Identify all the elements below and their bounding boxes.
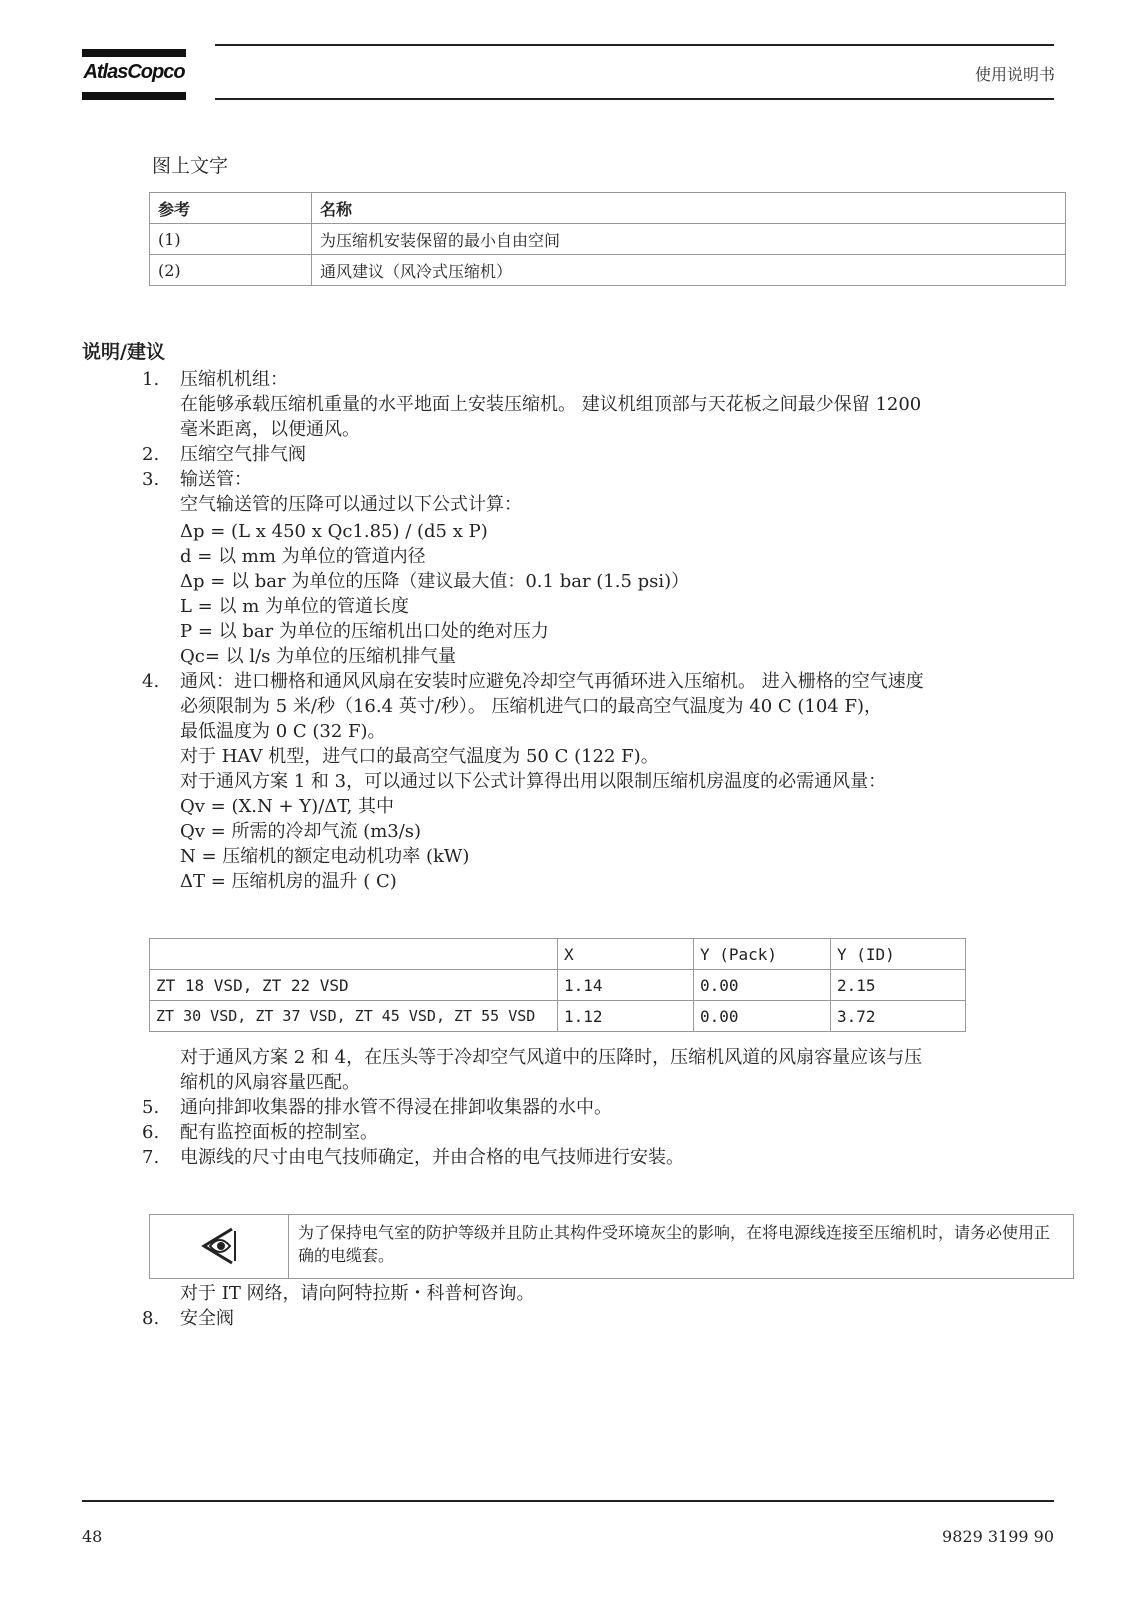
item-text: 对于通风方案 1 和 3，可以通过以下公式计算得出用以限制压缩机房温度的必需通风量： (180, 771, 887, 792)
legend-table (149, 192, 1066, 286)
header-cell (150, 939, 558, 970)
item-text: 通风：进口栅格和通风风扇在安装时应避免冷却空气再循环进入压缩机。 进入栅格的空气速度 (180, 671, 924, 692)
item-text: 对于 HAV 机型，进气口的最高空气温度为 50 C (122 F)。 (180, 746, 659, 767)
list-item (142, 669, 1062, 894)
header-rule-bottom (215, 98, 1054, 100)
instruction-list-continued (142, 1045, 1062, 1170)
item-number: 3. (142, 469, 160, 490)
header-cell: 参考 (150, 193, 312, 224)
formula-line: Qv = 所需的冷却气流 (m3/s) (180, 821, 422, 842)
table-cell: 1.14 (558, 970, 694, 1001)
table-cell: (1) (150, 224, 312, 255)
table-header-row (150, 939, 966, 970)
table-cell: 0.00 (694, 1001, 831, 1032)
table-cell: 0.00 (694, 970, 831, 1001)
footer-rule (82, 1500, 1054, 1502)
table-cell: 1.12 (558, 1001, 694, 1032)
item-text: 在能够承载压缩机重量的水平地面上安装压缩机。 建议机组顶部与天花板之间最少保留 1200 (180, 394, 922, 415)
eye-caution-icon (150, 1215, 289, 1278)
list-item (142, 442, 1062, 467)
table-row (150, 1001, 966, 1032)
item-text: 空气输送管的压降可以通过以下公式计算： (180, 494, 522, 515)
item-text: 毫米距离，以便通风。 (180, 419, 360, 440)
ventilation-table (149, 938, 966, 1032)
header-cell: Y (ID) (831, 939, 966, 970)
header-rule-top (215, 44, 1054, 46)
instruction-list-end (142, 1281, 1062, 1331)
brand-logo (82, 49, 186, 100)
instruction-list (142, 367, 1062, 894)
table-cell: ZT 18 VSD, ZT 22 VSD (150, 970, 558, 1001)
item-number: 5. (142, 1097, 160, 1118)
list-item (142, 1095, 1062, 1120)
table-cell: ZT 30 VSD, ZT 37 VSD, ZT 45 VSD, ZT 55 VSD (150, 1001, 558, 1032)
item-number: 7. (142, 1147, 160, 1168)
table-row (150, 255, 1066, 286)
table-row (150, 224, 1066, 255)
header-cell: Y (Pack) (694, 939, 831, 970)
item-text: 最低温度为 0 C (32 F)。 (180, 721, 386, 742)
item-number: 1. (142, 369, 160, 390)
formula-line: Δp = 以 bar 为单位的压降（建议最大值：0.1 bar (1.5 psi)） (180, 571, 690, 592)
list-item (142, 467, 1062, 669)
formula: Δp = (L x 450 x Qc1.85) / (d5 x P) (180, 521, 488, 542)
item-number: 2. (142, 444, 160, 465)
list-item (142, 1281, 1062, 1306)
caution-note (149, 1214, 1074, 1279)
list-item (142, 1120, 1062, 1145)
header-cell: X (558, 939, 694, 970)
item-title: 压缩机机组： (180, 369, 288, 390)
header-cell: 名称 (312, 193, 1066, 224)
item-text: 配有监控面板的控制室。 (180, 1122, 378, 1143)
item-title: 输送管： (180, 469, 252, 490)
item-text: 对于 IT 网络，请向阿特拉斯・科普柯咨询。 (180, 1283, 535, 1304)
table-cell: 3.72 (831, 1001, 966, 1032)
formula-line: d = 以 mm 为单位的管道内径 (180, 546, 426, 567)
item-number: 8. (142, 1308, 160, 1329)
page-number: 48 (82, 1527, 103, 1546)
item-text: 通向排卸收集器的排水管不得浸在排卸收集器的水中。 (180, 1097, 612, 1118)
item-title: 压缩空气排气阀 (180, 444, 306, 465)
list-item (142, 1306, 1062, 1331)
item-text: 对于通风方案 2 和 4，在压头等于冷却空气风道中的压降时，压缩机风道的风扇容量应该与压 (180, 1047, 923, 1068)
table-header-row (150, 193, 1066, 224)
formula-line: N = 压缩机的额定电动机功率 (kW) (180, 846, 470, 867)
section-heading: 说明/建议 (82, 341, 165, 363)
logo-text: AtlasCopco (83, 61, 185, 83)
item-number: 4. (142, 671, 160, 692)
list-item (142, 1045, 1062, 1095)
item-text: 必须限制为 5 米/秒（16.4 英寸/秒）。 压缩机进气口的最高空气温度为 40 C (104 F)， (180, 696, 882, 717)
document-code: 9829 3199 90 (942, 1527, 1054, 1546)
table-cell: 为压缩机安装保留的最小自由空间 (312, 224, 1066, 255)
list-item (142, 1145, 1062, 1170)
table-cell: 2.15 (831, 970, 966, 1001)
item-text: 缩机的风扇容量匹配。 (180, 1072, 360, 1093)
table-cell: 通风建议（风冷式压缩机） (312, 255, 1066, 286)
formula-line: P = 以 bar 为单位的压缩机出口处的绝对压力 (180, 621, 549, 642)
formula-line: ΔT = 压缩机房的温升 ( C) (180, 871, 397, 892)
table-cell: (2) (150, 255, 312, 286)
doc-type: 使用说明书 (974, 65, 1055, 84)
formula: Qv = (X.N + Y)/ΔT, 其中 (180, 796, 395, 817)
list-item (142, 367, 1062, 442)
formula-line: L = 以 m 为单位的管道长度 (180, 596, 409, 617)
figure-caption: 图上文字 (152, 155, 229, 177)
item-number: 6. (142, 1122, 160, 1143)
note-text: 为了保持电气室的防护等级并且防止其构件受环境灰尘的影响，在将电源线连接至压缩机时，请务必使用正确的电缆套。 (298, 1223, 1051, 1265)
table-row (150, 970, 966, 1001)
item-text: 电源线的尺寸由电气技师确定，并由合格的电气技师进行安装。 (180, 1147, 684, 1168)
item-text: 安全阀 (180, 1308, 234, 1329)
formula-line: Qc= 以 l/s 为单位的压缩机排气量 (180, 646, 457, 667)
